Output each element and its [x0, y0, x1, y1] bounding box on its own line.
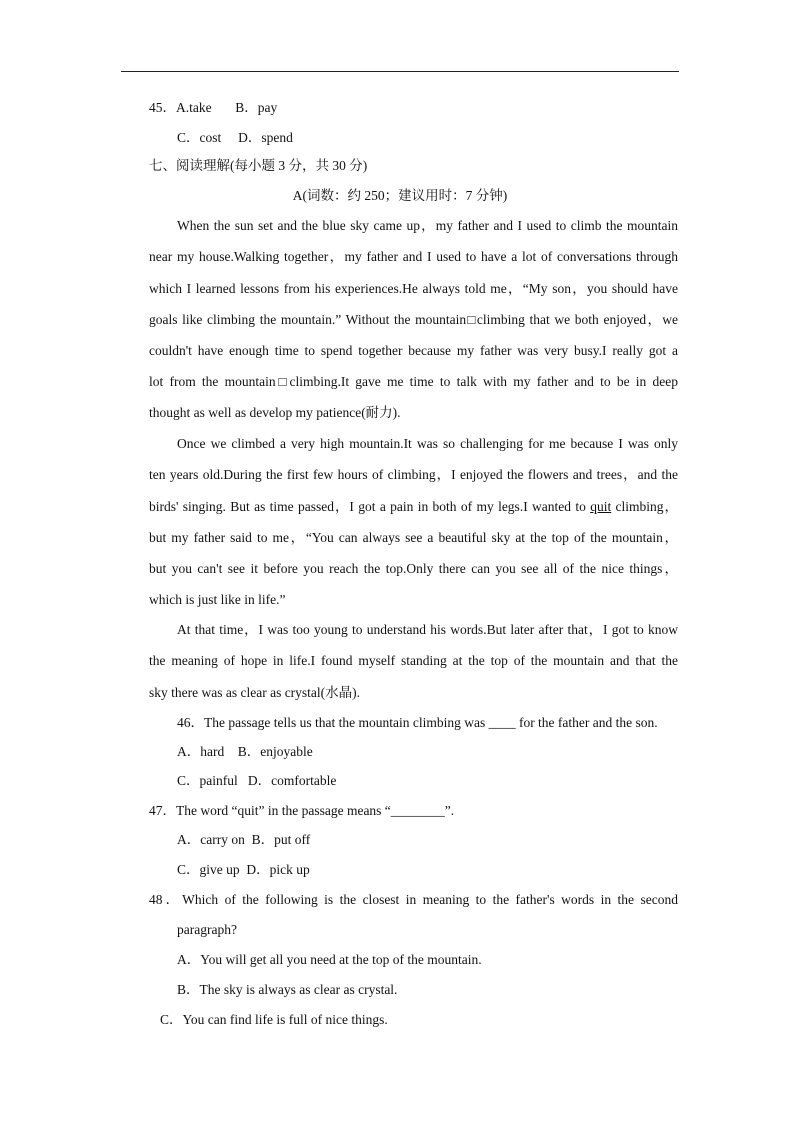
q45-options-line1: 45．A.take B．pay: [149, 100, 278, 115]
q48-option-a: A．You will get all you need at the top of the mountain.: [177, 952, 482, 967]
p2-line-with-quit: [149, 498, 678, 516]
q46-options-line1: A．hard B．enjoyable: [177, 744, 313, 759]
q47-options-line1: A．carry on B．put off: [177, 832, 311, 847]
q48-option-c: C．You can find life is full of nice things.: [160, 1012, 388, 1027]
p1-line: When the sun set and the blue sky came up，my father and I used to climb the mountain: [177, 218, 678, 233]
p1-line: lot from the mountain□climbing.It gave me time to talk with my father and to be in deep: [149, 374, 678, 389]
p2-line-text: climbing，: [611, 499, 678, 514]
p2-line: ten years old.During the first few hours of climbing，I enjoyed the flowers and trees，and the: [149, 467, 678, 482]
q48-stem-line1: 48．Which of the following is the closest in meaning to the father's words in the second: [149, 892, 678, 907]
underlined-word-quit: quit: [590, 499, 612, 514]
p2-line: but you can't see it before you reach the top.Only there can you see all of the nice things，: [149, 561, 678, 576]
q46-stem: 46．The passage tells us that the mountain climbing was ____ for the father and the son.: [177, 715, 658, 730]
q46-options-line2: C．painful D．comfortable: [177, 773, 337, 788]
p2-line: which is just like in life.”: [149, 592, 286, 607]
p3-line: sky there was as clear as crystal(水晶).: [149, 685, 361, 700]
p1-line: thought as well as develop my patience(耐力).: [149, 405, 401, 420]
p1-line: which I learned lessons from his experiences.He always told me，“My son，you should have: [149, 281, 678, 296]
section-heading: 七、阅读理解(每小题 3 分，共 30 分): [149, 158, 368, 173]
q48-stem-line2: paragraph?: [177, 922, 237, 937]
p2-line: Once we climbed a very high mountain.It was so challenging for me because I was only: [177, 436, 678, 451]
passage-header: A(词数：约 250；建议用时：7 分钟): [292, 188, 508, 203]
p3-line: At that time，I was too young to understand his words.But later after that，I got to know: [177, 622, 678, 637]
header-rule: [121, 71, 679, 72]
p2-line: but my father said to me，“You can always see a beautiful sky at the top of the mountain，: [149, 530, 678, 545]
q48-option-b: B．The sky is always as clear as crystal.: [177, 982, 398, 997]
q47-options-line2: C．give up D．pick up: [177, 862, 310, 877]
p1-line: near my house.Walking together，my father and I used to have a lot of conversations through: [149, 249, 678, 264]
p1-line: goals like climbing the mountain.” Without the mountain□climbing that we both enjoyed，we: [149, 312, 678, 327]
p2-line-text: birds' singing. But as time passed，I got a pain in both of my legs.I wanted to: [149, 499, 591, 514]
q47-stem: 47．The word “quit” in the passage means “________”.: [149, 803, 455, 818]
q45-options-line2: C．cost D．spend: [177, 130, 293, 145]
p1-line: couldn't have enough time to spend together because my father was very busy.I really got a: [149, 343, 678, 358]
p3-line: the meaning of hope in life.I found myself standing at the top of the mountain and that the: [149, 653, 678, 668]
